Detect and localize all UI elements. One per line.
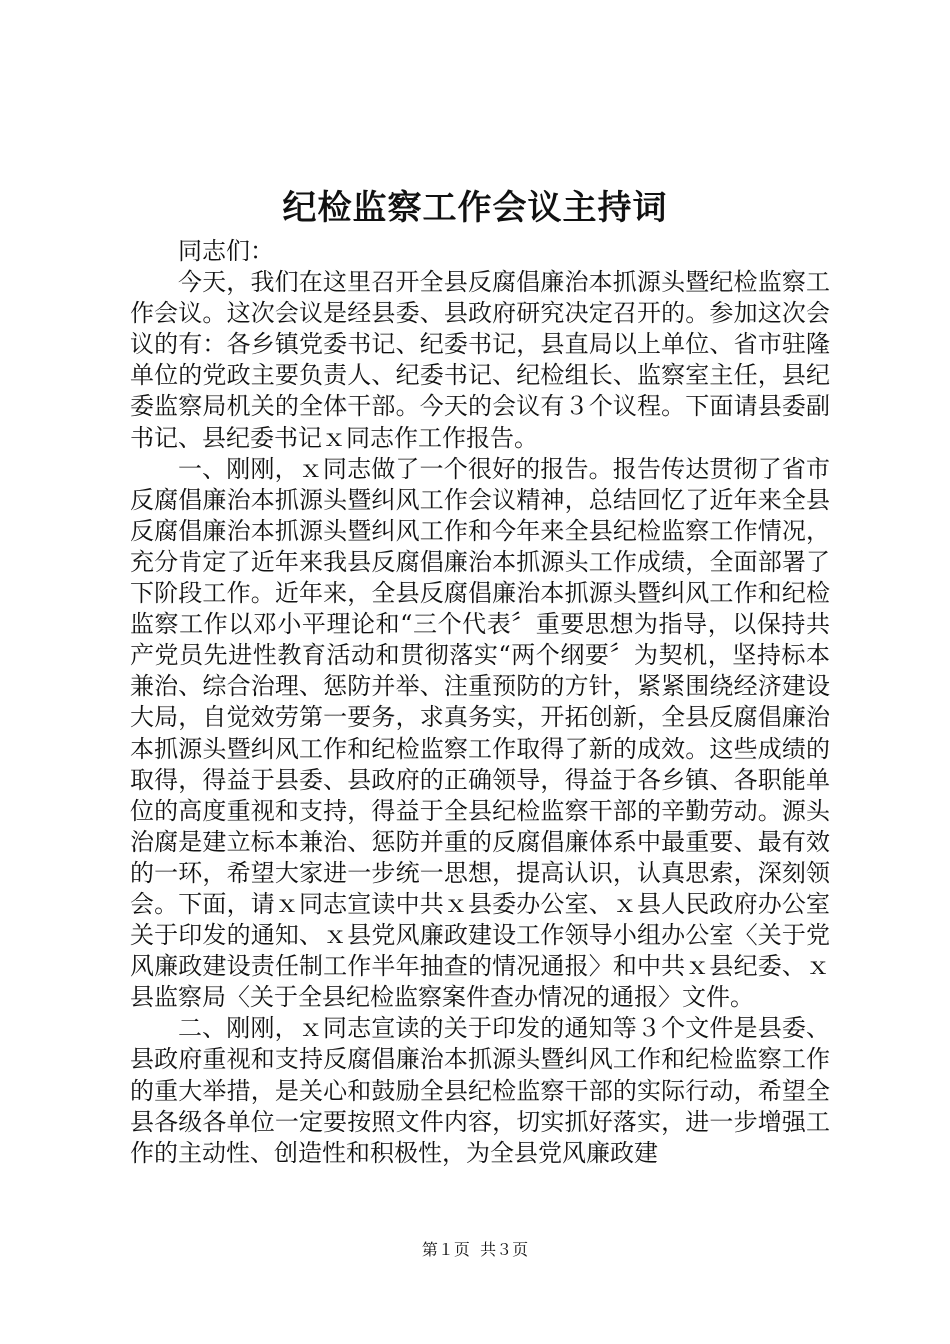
page-footer: 第１页 共３页 [421, 1240, 529, 1259]
document-body [130, 236, 830, 1169]
paragraph-intro: 今天，我们在这里召开全县反腐倡廉治本抓源头暨纪检监察工作会议。这次会议是经县委、县政府研究决定召开的。参加这次会议的有：各乡镇党委书记、纪委书记，县直局以上单位、省市驻隆单位的党政主要负责人、纪委书记、纪检组长、监察室主任，县纪委监察局机关的全体干部。今天的会议有３个议程。下面请县委副书记、县纪委书记ｘ同志作工作报告。 [130, 268, 830, 452]
paragraph-section-two: 二、刚刚，ｘ同志宣读的关于印发的通知等３个文件是县委、县政府重视和支持反腐倡廉治本抓源头暨纠风工作和纪检监察工作的重大举措，是关心和鼓励全县纪检监察干部的实际行动，希望全县各级各单位一定要按照文件内容，切实抓好落实，进一步增强工作的主动性、创造性和积极性，为全县党风廉政建 [130, 1014, 830, 1167]
greeting: 同志们： [178, 237, 274, 265]
document-title: 纪检监察工作会议主持词 [282, 188, 668, 228]
paragraph-section-one: 一、刚刚，ｘ同志做了一个很好的报告。报告传达贯彻了省市反腐倡廉治本抓源头暨纠风工作会议精神，总结回忆了近年来全县反腐倡廉治本抓源头暨纠风工作和今年来全县纪检监察工作情况，充分肯定了近年来我县反腐倡廉治本抓源头工作成绩，全面部署了下阶段工作。近年来，全县反腐倡廉治本抓源头暨纠风工作和纪检监察工作以邓小平理论和“三个代表〞重要思想为指导，以保持共产党员先进性教育活动和贯彻落实“两个纲要〞为契机，坚持标本兼治、综合治理、惩防并举、注重预防的方针，紧紧围绕经济建设大局，自觉效劳第一要务，求真务实，开拓创新，全县反腐倡廉治本抓源头暨纠风工作和纪检监察工作取得了新的成效。这些成绩的取得，得益于县委、县政府的正确领导，得益于各乡镇、各职能单位的高度重视和支持，得益于全县纪检监察干部的辛勤劳动。源头治腐是建立标本兼治、惩防并重的反腐倡廉体系中最重要、最有效的一环，希望大家进一步统一思想，提高认识，认真思索，深刻领会。下面，请ｘ同志宣读中共ｘ县委办公室、ｘ县人民政府办公室关于印发的通知、ｘ县党风廉政建设工作领导小组办公室〈关于党风廉政建设责任制工作半年抽查的情况通报〉和中共ｘ县纪委、ｘ县监察局〈关于全县纪检监察案件查办情况的通报〉文件。 [130, 454, 830, 1012]
